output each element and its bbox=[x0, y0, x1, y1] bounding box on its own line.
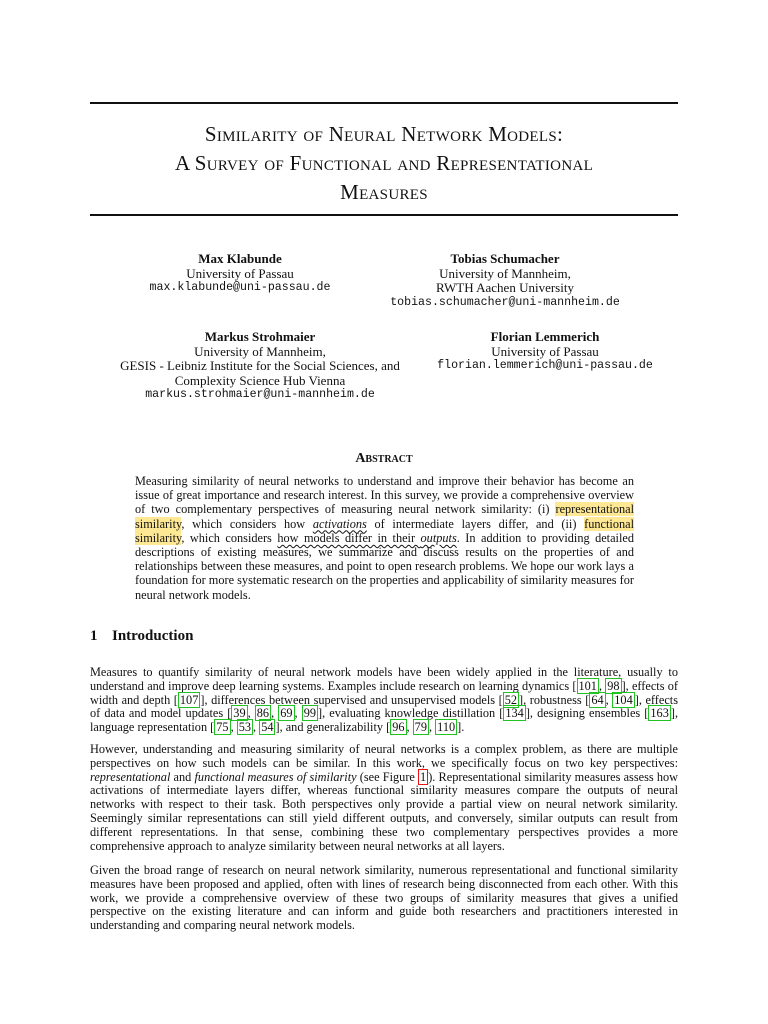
author-email: florian.lemmerich@uni-passau.de bbox=[437, 359, 653, 372]
citation-link[interactable]: 86 bbox=[256, 706, 270, 721]
citation-link[interactable]: 39 bbox=[233, 706, 246, 721]
abstract-heading: Abstract bbox=[355, 451, 413, 466]
underlined-phrase: how models differ in their bbox=[277, 530, 421, 545]
text-run: ], language representation [ bbox=[90, 706, 679, 735]
abstract-text-run: Measuring similarity of neural networks to understand and improve their behavior has become an issue of great importance and research interest. In this survey, we provide a comprehensive overview of two complementary perspectives of measuring neural network similarity: (i) bbox=[135, 474, 634, 517]
text-run: and bbox=[170, 769, 195, 784]
section-heading bbox=[90, 628, 193, 645]
paragraph: Given the broad range of research on neural network similarity, numerous representational and functional similarity measures have been proposed and applied, often with lines of research being disconnected from each other. With this work, we provide a comprehensive overview of these two groups of similarity measures that gives a unified perspective on the existing literature and can inform and guide both researchers and practitioners interested in understanding and comparing neural network models. bbox=[90, 863, 678, 933]
author-affiliation: Complexity Science Hub Vienna bbox=[174, 372, 346, 388]
author-block bbox=[100, 330, 420, 403]
citation-link[interactable]: 101 bbox=[578, 678, 597, 693]
citation-link[interactable]: 98 bbox=[607, 678, 620, 693]
title-line-3: Measures bbox=[340, 180, 428, 204]
author-affiliation: RWTH Aachen University bbox=[436, 280, 574, 295]
citation-link[interactable]: 64 bbox=[591, 692, 604, 707]
text-run: However, understanding and measuring similarity of neural networks is a complex problem, as there are multiple perspectives on how such models can be similar. In this work, we specifically focus on two key perspectives: bbox=[90, 742, 678, 770]
title-line-2: A Survey of Functional and Representational bbox=[174, 151, 594, 175]
author-block bbox=[120, 252, 360, 296]
text-run: ], effects of data and model updates [ bbox=[90, 692, 678, 721]
bottom-rule bbox=[90, 214, 678, 216]
highlighted-phrase: representational similarity bbox=[135, 502, 634, 531]
text-run: ], and generalizability [ bbox=[275, 720, 391, 735]
citation-link[interactable]: 52 bbox=[504, 692, 517, 707]
abstract-text-run: . In addition to providing detailed descriptions of existing measures, we summarize and discuss results on the properties of and relationships between these measures, and point to open research problems. We hope our work lays a foundation for more systematic research on the properties and applicability of similarity measures for neural network models. bbox=[135, 530, 634, 602]
emphasis: representational bbox=[90, 769, 171, 784]
figure-link[interactable]: 1 bbox=[420, 769, 427, 784]
paragraph: Measures to quantify similarity of neural network models have been widely applied in the literature, usually to understand and improve deep learning systems. Examples include research on learning dynamics [ 101 , 98 ], effects of width and depth [ 107 ], differences between supervised and unsupervised models [ 52 ], robustness [ 64 , 104 ], effects of data and model updates [ 39 , 86 , 69 , 99 ], evaluating knowledge distillation [ 134 ], designing ensembles [ 163 ], language representation [ 75 , 53 , 54 ], and generalizability [ 96 , 79 , 110 ]. bbox=[90, 665, 679, 735]
emphasis: functional measures of similarity bbox=[194, 769, 357, 784]
author-name: Florian Lemmerich bbox=[490, 329, 600, 344]
author-affiliation: GESIS - Leibniz Institute for the Social Sciences, and bbox=[120, 358, 400, 373]
citation-link[interactable]: 96 bbox=[392, 720, 405, 735]
citation-link[interactable]: 107 bbox=[179, 692, 199, 707]
section-number: 1 bbox=[90, 628, 98, 644]
citation-link[interactable]: 69 bbox=[280, 706, 293, 721]
text-run: (see Figure bbox=[356, 769, 419, 784]
author-name: Tobias Schumacher bbox=[450, 251, 560, 266]
citation-link[interactable]: 110 bbox=[437, 720, 456, 735]
author-email: markus.strohmaier@uni-mannheim.de bbox=[145, 388, 375, 401]
underlined-phrase: outputs bbox=[420, 530, 457, 545]
abstract-text-run: , which considers bbox=[181, 530, 278, 545]
title-line-1: Similarity of Neural Network Models: bbox=[204, 122, 564, 146]
text-run: ], differences between supervised and unsupervised models [ bbox=[200, 692, 503, 707]
text-run: ], robustness [ bbox=[519, 692, 590, 707]
author-email: tobias.schumacher@uni-mannheim.de bbox=[390, 295, 620, 309]
top-rule bbox=[90, 102, 678, 104]
underlined-phrase: activations bbox=[312, 516, 367, 531]
abstract-text-run: of intermediate layers differ, and (ii) bbox=[366, 516, 585, 531]
citation-link[interactable]: 54 bbox=[261, 720, 274, 735]
paper-title bbox=[90, 120, 678, 207]
citation-link[interactable]: 134 bbox=[505, 706, 524, 721]
author-name: Max Klabunde bbox=[198, 251, 282, 266]
highlighted-phrase: functional similarity bbox=[135, 516, 634, 545]
text-run: ], evaluating knowledge distillation [ bbox=[318, 706, 504, 721]
author-affiliation: University of Passau bbox=[491, 343, 599, 359]
author-block bbox=[420, 330, 670, 374]
citation-link[interactable]: 104 bbox=[614, 692, 633, 707]
citation-link[interactable]: 79 bbox=[414, 720, 427, 735]
paragraph bbox=[90, 743, 678, 853]
author-name: Markus Strohmaier bbox=[204, 329, 316, 344]
abstract-text bbox=[135, 474, 634, 602]
citation-link[interactable]: 53 bbox=[238, 720, 252, 735]
text-run: ). Representational similarity measures assess how activations of intermediate layers differ, whereas functional similarity measures compare the outputs of neural networks with respect to their task. Both perspectives only provide a partial view on neural network similarity. Seemingly similar representations can still yield different outputs, and conversely, similar outputs can result from different representations. In that sense, combining these two complementary perspectives provides a more comprehensive approach to analyze similarity between neural networks at all layers. bbox=[90, 769, 679, 853]
abstract-text-run: , which considers how bbox=[181, 516, 313, 531]
section-title: Introduction bbox=[112, 628, 194, 644]
author-affiliation: University of Mannheim, bbox=[439, 265, 571, 281]
text-run: ], designing ensembles [ bbox=[525, 706, 649, 721]
citation-link[interactable]: 99 bbox=[303, 706, 316, 721]
author-affiliation: University of Passau bbox=[186, 265, 294, 281]
text-run: Measures to quantify similarity of neural network models have been widely applied in the literature, usually to understand and improve deep learning systems. Examples include research on learning dynamics [ bbox=[90, 665, 678, 693]
author-affiliation: University of Mannheim, bbox=[194, 343, 326, 359]
author-block bbox=[370, 252, 640, 310]
text-run: ]. bbox=[457, 720, 465, 735]
citation-link[interactable]: 75 bbox=[216, 720, 229, 735]
text-run: ], effects of width and depth [ bbox=[90, 678, 678, 707]
citation-link[interactable]: 163 bbox=[650, 706, 669, 721]
author-email: max.klabunde@uni-passau.de bbox=[149, 281, 331, 294]
